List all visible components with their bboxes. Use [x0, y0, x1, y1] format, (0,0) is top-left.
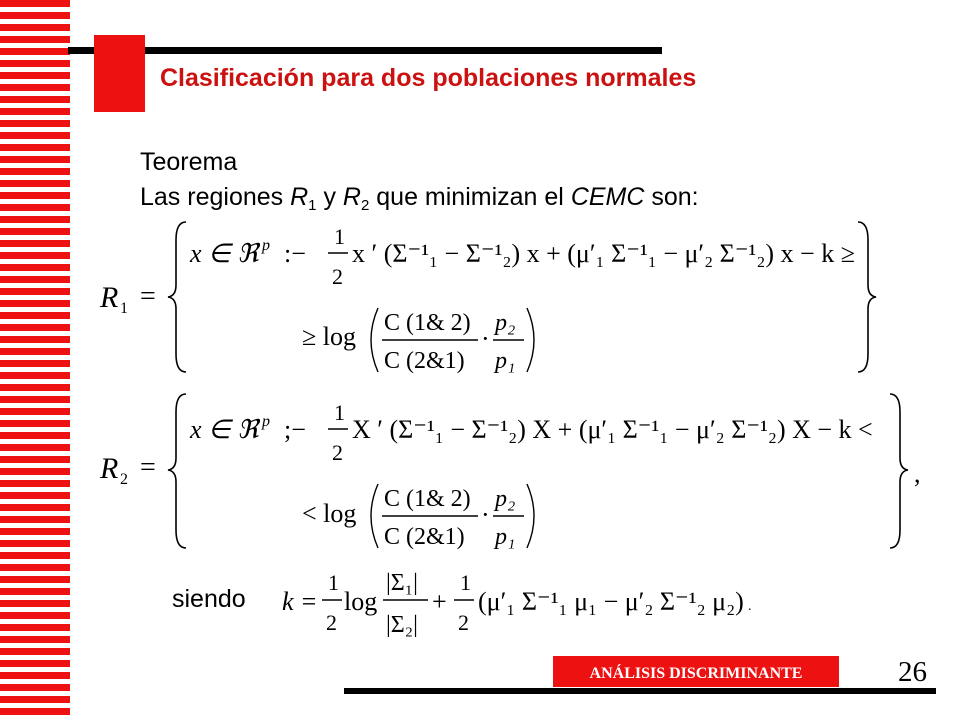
r2-lhs: R: [100, 452, 119, 485]
k-quadratic-term: (μ′₁ Σ⁻¹₁ μ₁ − μ′₂ Σ⁻¹₂ μ₂): [478, 587, 744, 616]
k-det-den: |Σ₂|: [386, 612, 418, 638]
footer-section-label: ANÁLISIS DISCRIMINANTE: [553, 656, 839, 687]
r1-dot: ·: [481, 324, 490, 353]
r1-half-num: 1: [334, 224, 345, 249]
r2-right-brace: [890, 394, 908, 548]
r2-cost-num: C (1& 2): [384, 486, 471, 512]
r1-equals: =: [140, 281, 156, 312]
r1-log-prefix: ≥ log: [302, 322, 356, 351]
r2-equals: =: [140, 452, 156, 483]
r2-formula: [99, 394, 921, 550]
r1-set-head: x ∈ ℜ: [190, 239, 259, 268]
r1-left-brace: [168, 222, 186, 372]
r1-separator: :−: [284, 239, 306, 268]
r2-paren-left: [371, 484, 378, 548]
r2-dot: ·: [481, 500, 490, 529]
slide-title: Clasificación para dos poblaciones normales: [160, 64, 697, 92]
r1-p-den: p₁: [495, 348, 516, 374]
k-det-num: |Σ₁|: [386, 570, 418, 596]
k-half-den: 2: [326, 610, 337, 635]
r2-p-den: p₁: [495, 524, 516, 550]
r1-paren-left: [371, 308, 378, 372]
r2-cost-den: C (2&1): [384, 524, 465, 550]
r1-paren-right: [527, 308, 534, 372]
r2-lhs-subscript: 2: [120, 471, 128, 488]
r1-dimension-p: p: [262, 237, 270, 254]
r2-separator: ;−: [284, 415, 306, 444]
r2-p-num: p₂: [495, 486, 516, 512]
r1-lhs-subscript: 1: [120, 300, 128, 317]
page-number: 26: [898, 656, 927, 688]
r2-log-prefix: < log: [302, 499, 357, 528]
r2-left-brace: [168, 394, 186, 548]
k-plus: +: [432, 587, 447, 616]
r2-set-head: x ∈ ℜ: [190, 415, 259, 444]
k-log: log: [344, 587, 378, 616]
siendo-label: siendo: [172, 585, 246, 613]
r2-half-den: 2: [332, 440, 343, 465]
k-half2-num: 1: [460, 570, 471, 595]
theorem-statement: Las regiones $R_1$ y $R_2$ que minimizan el CEMC son:: [140, 183, 699, 214]
theorem-heading: Teorema: [140, 148, 238, 176]
k-period: .: [748, 599, 752, 614]
r2-half-num: 1: [334, 400, 345, 425]
r1-cost-num: C (1& 2): [384, 310, 471, 336]
r1-formula: [99, 222, 876, 374]
k-half2-den: 2: [458, 610, 469, 635]
footer-rule: [344, 688, 936, 694]
r1-quadratic-terms: x ′ (Σ⁻¹₁ − Σ⁻¹₂) x + (μ′₁ Σ⁻¹₁ − μ′₂ Σ⁻¹₂) x − k ≥: [352, 239, 855, 268]
r1-cost-den: C (2&1): [384, 348, 465, 374]
k-half-num: 1: [328, 570, 339, 595]
r2-dimension-p: p: [262, 413, 270, 430]
k-lhs: k =: [282, 587, 318, 616]
k-formula: [282, 570, 752, 638]
r2-quadratic-terms: X ′ (Σ⁻¹₁ − Σ⁻¹₂) X + (μ′₁ Σ⁻¹₁ − μ′₂ Σ⁻¹₂) X − k <: [352, 415, 873, 444]
r1-right-brace: [858, 222, 876, 372]
r2-comma: ,: [914, 459, 921, 488]
r1-lhs: R: [100, 281, 119, 314]
r2-paren-right: [527, 484, 534, 548]
r1-half-den: 2: [332, 264, 343, 289]
r1-p-num: p₂: [495, 310, 516, 336]
